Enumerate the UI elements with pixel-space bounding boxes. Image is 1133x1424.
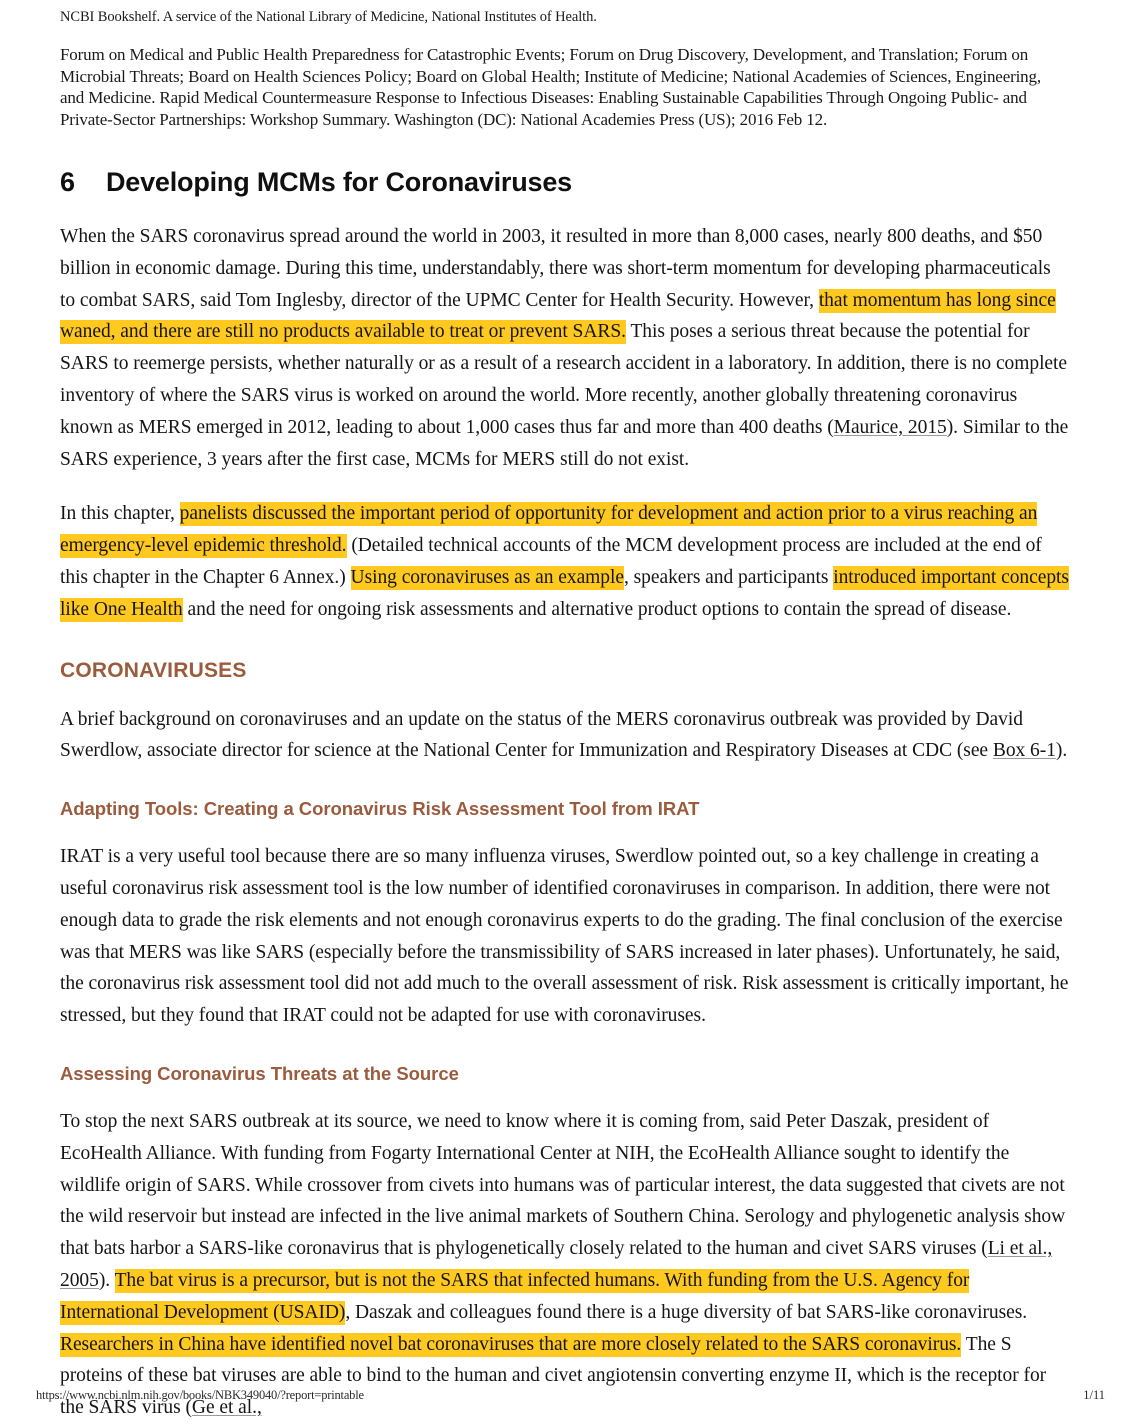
reference-link-li-2005[interactable]: Li et al., 2005: [60, 1238, 1053, 1291]
text-segment: To stop the next SARS outbreak at its source, we need to know where it is coming from, said Peter Daszak, president of EcoHealth Alliance. With funding from Fogarty International Center at NIH, the EcoHealth Alliance sought to identify the wildlife origin of SARS. While crossover from civets into humans was of particular interest, the data suggested that civets are not the wild reservoir but instead are infected in the live animal markets of Southern China. Serology and phylogenetic analysis show that bats harbor a SARS-like coronavirus that is phylogenetically closely related to the human and civet SARS viruses (: [60, 1110, 1066, 1260]
text-segment: , Daszak and colleagues found there is a huge diversity of bat SARS-like coronaviruses.: [345, 1301, 1028, 1323]
text-segment: , speakers and participants: [623, 566, 834, 588]
citation-block: Forum on Medical and Public Health Preparedness for Catastrophic Events; Forum on Drug Discovery, Development, and Translation; Forum on Microbial Threats; Board on Health Sciences Policy; Board on Global Health; Institute of Medicine; National Academies of Sciences, Engineering, and Medicine. Rapid Medical Countermeasure Response to Infectious Diseases: Enabling Sustainable Capabilities Through Ongoing Public- and Private-Sector Partnerships: Workshop Summary. Washington (DC): National Academies Press (US); 2016 Feb 12.: [60, 45, 1041, 129]
text-segment: ): [338, 1301, 346, 1323]
paragraph-coronaviruses-intro: [60, 684, 1070, 768]
paragraph-assessing-threats: [60, 1086, 1070, 1424]
text-segment: In this chapter,: [60, 503, 180, 525]
page-footer: [36, 1388, 1105, 1403]
subsection-heading-adapting-tools: Adapting Tools: Creating a Coronavirus Risk Assessment Tool from IRAT: [60, 798, 700, 820]
chapter-title-text: Developing MCMs for Coronaviruses: [106, 167, 572, 197]
text-segment: This poses a serious threat because the potential for SARS to reemerge persists, whether naturally or as a result of a research accident in a laboratory. In addition, there is no complete inventory of where the SARS virus is worked on around the world. More recently, another globally threatening coronavirus known as MERS emerged in 2012, leading to about 1,000 cases thus far and more than 400 deaths (: [60, 321, 1068, 438]
text-segment: When the SARS coronavirus spread around the world in 2003, it resulted in more than 8,000 cases, nearly 800 deaths, and $50 billion in economic damage. During this time, understandably, there was short-term momentum for developing pharmaceuticals to combat SARS, said Tom Inglesby, director of the UPMC Center for Health Security. However,: [60, 226, 1051, 311]
paragraph-irat: IRAT is a very useful tool because there are so many influenza viruses, Swerdlow pointed out, so a key challenge in creating a useful coronavirus risk assessment tool is the low number of identified coronaviruses in comparison. In addition, there were not enough data to grade the risk elements and not enough coronavirus experts to do the grading. The final conclusion of the exercise was that MERS was like SARS (especially before the transmissibility of SARS increased in later phases). Unfortunately, he said, the coronavirus risk assessment tool did not add much to the overall assessment of risk. Risk assessment is critically important, he stressed, but they found that IRAT could not be adapted for use with coronaviruses.: [60, 846, 1069, 1027]
section-heading-coronaviruses: CORONAVIRUSES: [60, 658, 247, 682]
paragraph-chapter-overview: [60, 475, 1070, 625]
footer-page-number: 1/11: [1083, 1388, 1105, 1402]
footer-source-url: https://www.ncbi.nlm.nih.gov/books/NBK349040/?report=printable: [36, 1388, 364, 1402]
text-segment: ). Similar to the SARS experience, 3 years after the first case, MCMs for MERS still do not exist.: [60, 416, 1069, 470]
document-content: [60, 0, 1070, 1424]
chapter-number: 6: [60, 167, 75, 197]
highlight-researchers-in-china: Researchers in China have identified novel bat coronaviruses that are more closely related to the SARS coronavirus.: [60, 1333, 962, 1355]
text-segment: ).: [1055, 740, 1068, 762]
reference-link-maurice-2015[interactable]: Maurice, 2015: [833, 416, 947, 438]
text-segment: ).: [98, 1269, 115, 1291]
reference-link-ge-et-al[interactable]: Ge et al.,: [191, 1397, 262, 1419]
highlight-one-health: introduced important concepts like One Health: [60, 566, 1069, 620]
text-segment: and the need for ongoing risk assessments and alternative product options to contain the spread of disease.: [182, 598, 1012, 620]
text-segment: The bat virus is a precursor, but is not the SARS that infected humans. With funding from the U.S. Agency for International Development (: [60, 1269, 970, 1323]
reference-link-box-6-1[interactable]: Box 6-1: [992, 740, 1056, 762]
ncbi-bookshelf-source-line: NCBI Bookshelf. A service of the National Library of Medicine, National Institutes of Health.: [60, 9, 597, 25]
highlight-coronaviruses-example: Using coronaviruses as an example: [350, 566, 624, 588]
subsection-heading-assessing-threats: Assessing Coronavirus Threats at the Source: [60, 1062, 459, 1084]
acronym-usaid: USAID: [279, 1301, 339, 1323]
text-segment: The S proteins of these bat viruses are able to bind to the human and civet angiotensin converting enzyme II, which is the receptor for the SARS virus (: [60, 1333, 1047, 1419]
highlight-period-of-opportunity: panelists discussed the important period of opportunity for development and action prior to a virus reaching an emergency-level epidemic threshold.: [60, 503, 1038, 557]
text-segment: A brief background on coronaviruses and an update on the status of the MERS coronavirus outbreak was provided by David Swerdlow, associate director for science at the National Center for Immunization and Respiratory Diseases at CDC (see: [60, 708, 1023, 762]
paragraph-sars-background: [60, 198, 1070, 475]
page-title: [60, 130, 1070, 198]
text-segment: (Detailed technical accounts of the MCM development process are included at the end of this chapter in the Chapter 6 Annex.): [60, 535, 1042, 588]
highlight-momentum-waned: that momentum has long since waned, and there are still no products available to treat or prevent SARS.: [60, 289, 1056, 343]
